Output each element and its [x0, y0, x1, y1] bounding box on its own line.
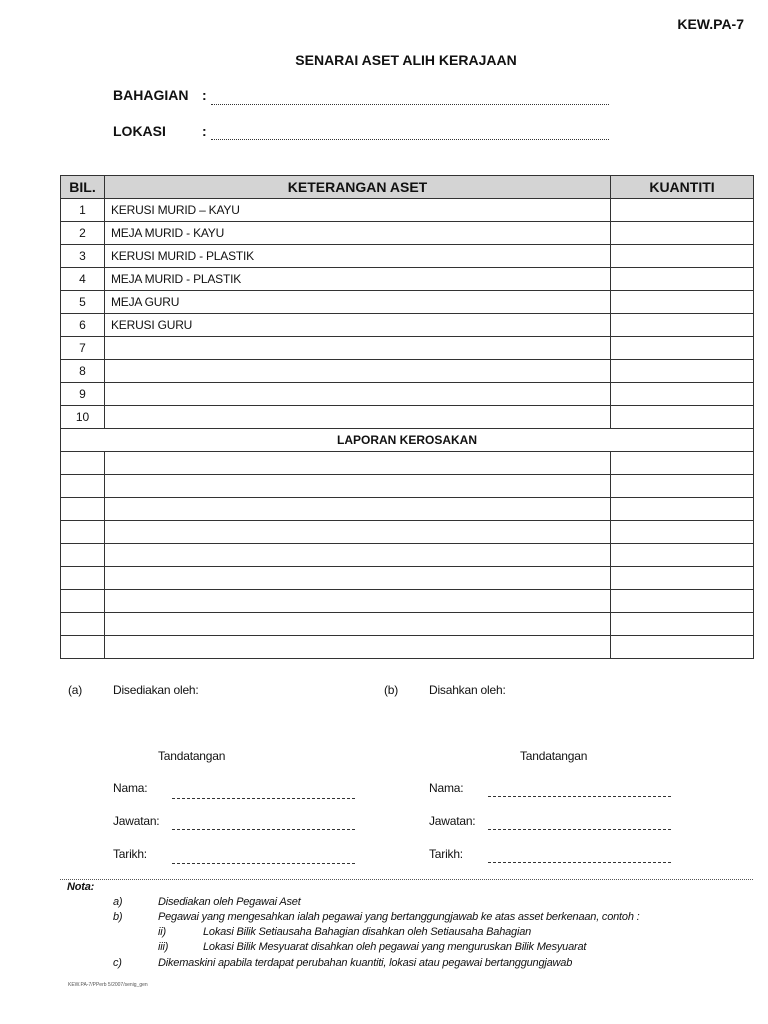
- jawatan-b-label: Jawatan:: [429, 814, 476, 828]
- nota-marker: b): [113, 911, 123, 923]
- bil-cell: 1: [61, 199, 105, 222]
- nota-marker: ii): [158, 926, 166, 938]
- damage-desc-cell[interactable]: [105, 636, 611, 659]
- kuantiti-cell[interactable]: [611, 291, 754, 314]
- damage-bil-cell[interactable]: [61, 613, 105, 636]
- damage-qty-cell[interactable]: [611, 452, 754, 475]
- marker-b: (b): [384, 683, 399, 697]
- damage-row: [61, 498, 754, 521]
- damage-qty-cell[interactable]: [611, 636, 754, 659]
- kuantiti-cell[interactable]: [611, 337, 754, 360]
- lokasi-label: LOKASI: [113, 123, 166, 139]
- kuantiti-cell[interactable]: [611, 222, 754, 245]
- laporan-kerosakan-heading: LAPORAN KEROSAKAN: [61, 429, 754, 452]
- damage-desc-cell[interactable]: [105, 544, 611, 567]
- bil-cell: 2: [61, 222, 105, 245]
- bil-cell: 4: [61, 268, 105, 291]
- kuantiti-cell[interactable]: [611, 360, 754, 383]
- page-title: SENARAI ASET ALIH KERAJAAN: [295, 52, 517, 68]
- nota-text: Lokasi Bilik Setiausaha Bahagian disahkan oleh Setiausaha Bahagian: [203, 926, 532, 938]
- nota-text: Pegawai yang mengesahkan ialah pegawai yang bertanggungjawab ke atas asset berkenaan, contoh :: [158, 911, 640, 923]
- lokasi-colon: :: [202, 123, 207, 139]
- table-row: [61, 222, 754, 245]
- form-code: KEW.PA-7: [677, 16, 744, 32]
- damage-desc-cell[interactable]: [105, 475, 611, 498]
- nota-text: Lokasi Bilik Mesyuarat disahkan oleh pegawai yang menguruskan Bilik Mesyuarat: [203, 941, 587, 953]
- damage-qty-cell[interactable]: [611, 544, 754, 567]
- bil-cell: 7: [61, 337, 105, 360]
- damage-bil-cell[interactable]: [61, 544, 105, 567]
- nota-marker: iii): [158, 941, 169, 953]
- damage-qty-cell[interactable]: [611, 590, 754, 613]
- bil-cell: 9: [61, 383, 105, 406]
- damage-row: [61, 521, 754, 544]
- nota-heading: Nota:: [67, 881, 95, 893]
- tarikh-b-field[interactable]: [488, 862, 671, 863]
- damage-bil-cell[interactable]: [61, 498, 105, 521]
- damage-bil-cell[interactable]: [61, 590, 105, 613]
- bahagian-label: BAHAGIAN: [113, 87, 189, 103]
- damage-row: [61, 544, 754, 567]
- nama-a-field[interactable]: [172, 798, 355, 799]
- damage-bil-cell[interactable]: [61, 567, 105, 590]
- bahagian-colon: :: [202, 87, 207, 103]
- nota-marker: c): [113, 957, 122, 969]
- bil-cell: 8: [61, 360, 105, 383]
- tarikh-b-label: Tarikh:: [429, 847, 463, 861]
- damage-desc-cell[interactable]: [105, 567, 611, 590]
- table-row: [61, 245, 754, 268]
- keterangan-cell[interactable]: [105, 360, 611, 383]
- damage-qty-cell[interactable]: [611, 567, 754, 590]
- damage-row: [61, 613, 754, 636]
- table-row: [61, 268, 754, 291]
- damage-desc-cell[interactable]: [105, 521, 611, 544]
- keterangan-cell[interactable]: [105, 383, 611, 406]
- footer-reference: KEW.PA-7/PPerb 5/2007/senig_gen: [68, 982, 148, 988]
- table-header-row: [61, 176, 754, 199]
- kuantiti-cell[interactable]: [611, 314, 754, 337]
- jawatan-a-label: Jawatan:: [113, 814, 160, 828]
- table-row: [61, 199, 754, 222]
- damage-bil-cell[interactable]: [61, 521, 105, 544]
- column-header-bil: BIL.: [61, 176, 105, 199]
- table-row: [61, 360, 754, 383]
- damage-qty-cell[interactable]: [611, 475, 754, 498]
- tandatangan-a-label: Tandatangan: [158, 749, 226, 763]
- kuantiti-cell[interactable]: [611, 406, 754, 429]
- jawatan-a-field[interactable]: [172, 829, 355, 830]
- damage-desc-cell[interactable]: [105, 452, 611, 475]
- keterangan-cell[interactable]: KERUSI MURID - PLASTIK: [105, 245, 611, 268]
- damage-qty-cell[interactable]: [611, 498, 754, 521]
- damage-qty-cell[interactable]: [611, 521, 754, 544]
- bil-cell: 5: [61, 291, 105, 314]
- nama-b-field[interactable]: [488, 796, 671, 797]
- bil-cell: 6: [61, 314, 105, 337]
- damage-row: [61, 590, 754, 613]
- nama-b-label: Nama:: [429, 781, 464, 795]
- nota-text: Disediakan oleh Pegawai Aset: [158, 896, 301, 908]
- table-row: [61, 383, 754, 406]
- keterangan-cell[interactable]: KERUSI MURID – KAYU: [105, 199, 611, 222]
- nama-a-label: Nama:: [113, 781, 148, 795]
- disediakan-label: Disediakan oleh:: [113, 683, 199, 697]
- asset-table: [60, 175, 754, 659]
- damage-row: [61, 452, 754, 475]
- damage-row: [61, 475, 754, 498]
- tandatangan-b-label: Tandatangan: [520, 749, 588, 763]
- kuantiti-cell[interactable]: [611, 383, 754, 406]
- damage-bil-cell[interactable]: [61, 636, 105, 659]
- marker-a: (a): [68, 683, 83, 697]
- damage-bil-cell[interactable]: [61, 452, 105, 475]
- damage-row: [61, 567, 754, 590]
- nota-divider: [60, 879, 753, 880]
- column-header-keterangan: KETERANGAN ASET: [105, 176, 611, 199]
- nota-marker: a): [113, 896, 123, 908]
- keterangan-cell[interactable]: MEJA MURID - PLASTIK: [105, 268, 611, 291]
- table-row: [61, 337, 754, 360]
- tarikh-a-field[interactable]: [172, 863, 355, 864]
- kuantiti-cell[interactable]: [611, 268, 754, 291]
- keterangan-cell[interactable]: KERUSI GURU: [105, 314, 611, 337]
- damage-desc-cell[interactable]: [105, 613, 611, 636]
- tarikh-a-label: Tarikh:: [113, 847, 147, 861]
- bahagian-field[interactable]: [211, 104, 609, 105]
- damage-desc-cell[interactable]: [105, 498, 611, 521]
- nota-text: Dikemaskini apabila terdapat perubahan kuantiti, lokasi atau pegawai bertanggungjawab: [158, 957, 573, 969]
- keterangan-cell[interactable]: MEJA MURID - KAYU: [105, 222, 611, 245]
- damage-row: [61, 636, 754, 659]
- keterangan-cell[interactable]: MEJA GURU: [105, 291, 611, 314]
- bil-cell: 3: [61, 245, 105, 268]
- keterangan-cell[interactable]: [105, 406, 611, 429]
- section-row: [61, 429, 754, 452]
- keterangan-cell[interactable]: [105, 337, 611, 360]
- column-header-kuantiti: KUANTITI: [611, 176, 754, 199]
- damage-desc-cell[interactable]: [105, 590, 611, 613]
- damage-bil-cell[interactable]: [61, 475, 105, 498]
- kuantiti-cell[interactable]: [611, 245, 754, 268]
- bil-cell: 10: [61, 406, 105, 429]
- table-row: [61, 291, 754, 314]
- kuantiti-cell[interactable]: [611, 199, 754, 222]
- jawatan-b-field[interactable]: [488, 829, 671, 830]
- lokasi-field[interactable]: [211, 139, 609, 140]
- table-row: [61, 314, 754, 337]
- damage-qty-cell[interactable]: [611, 613, 754, 636]
- table-row: [61, 406, 754, 429]
- disahkan-label: Disahkan oleh:: [429, 683, 506, 697]
